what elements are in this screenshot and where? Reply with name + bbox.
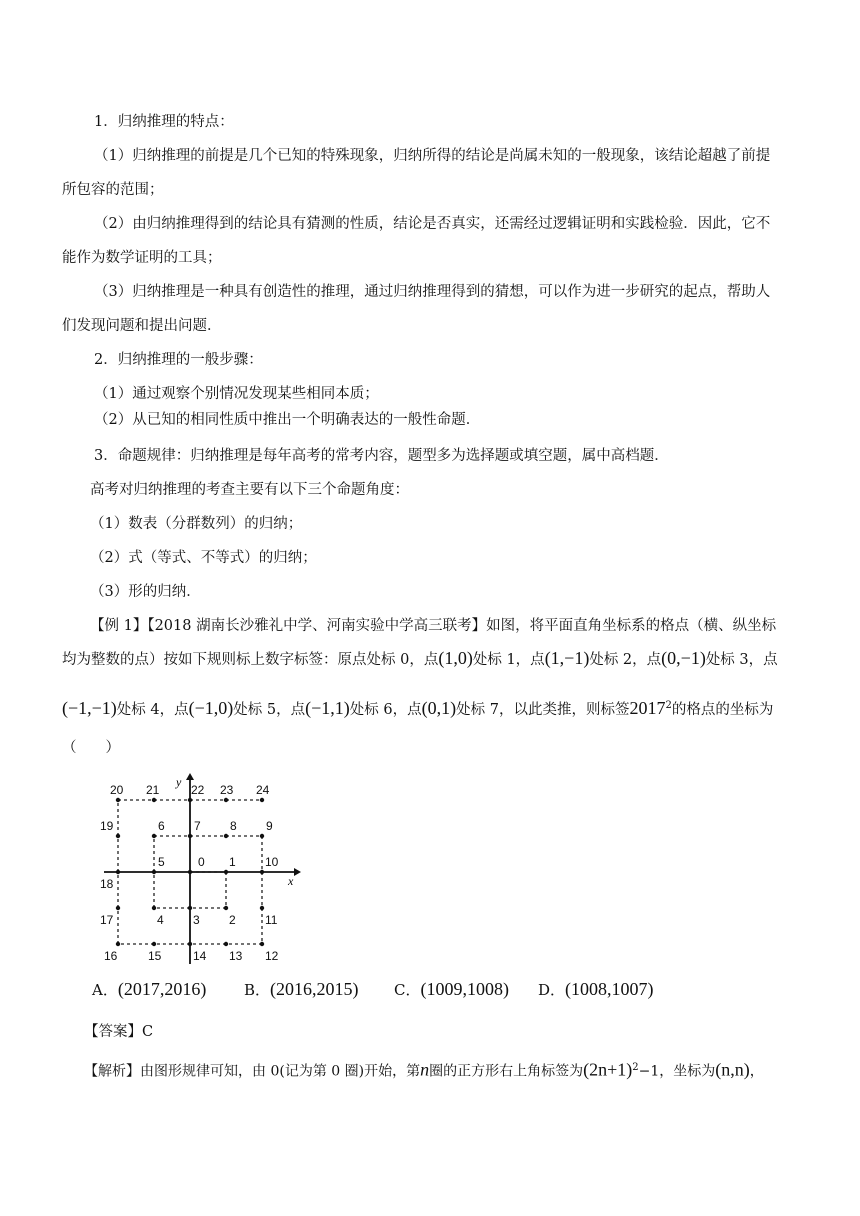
lattice-label: 9 [266, 819, 273, 833]
lattice-label: 21 [146, 783, 160, 797]
lattice-point [260, 834, 264, 838]
lattice-point [188, 906, 192, 910]
lattice-point [224, 870, 228, 874]
lattice-point [260, 870, 264, 874]
example-1-line-1: 【例 1】【2018 湖南长沙雅礼中学、河南实验中学高三联考】如图，将平面直角坐标系的格点（横、纵坐标 [90, 618, 777, 634]
example-1-answer-blank: （ ） [62, 740, 120, 756]
lattice-point [260, 906, 264, 910]
feature-3-line-1: （3）归纳推理是一种具有创造性的推理，通过归纳推理得到的猜想，可以作为进一步研究的起点，帮助人 [94, 284, 771, 300]
choice-list [92, 976, 812, 1004]
lattice-label: 24 [256, 783, 270, 797]
lattice-label: 0 [198, 855, 205, 869]
lattice-point [188, 798, 192, 802]
lattice-point [260, 798, 264, 802]
lattice-point [188, 942, 192, 946]
example-1-line-2: 均为整数的点）按如下规则标上数字标签：原点处标 0，点(1,0)处标 1，点(1,−1)处标 2，点(0,−1)处标 3，点 [62, 648, 778, 668]
choice-a[interactable]: A．(2017,2016) [92, 979, 207, 999]
lattice-point [188, 834, 192, 838]
lattice-label: 16 [104, 949, 118, 963]
heading-general-steps: 2．归纳推理的一般步骤： [94, 352, 263, 368]
lattice-label: 1 [229, 855, 236, 869]
lattice-label: 7 [194, 819, 201, 833]
step-2: （2）从已知的相同性质中推出一个明确表达的一般性命题． [94, 412, 481, 428]
lattice-point [116, 942, 120, 946]
lattice-point [152, 834, 156, 838]
lattice-label: 5 [158, 855, 165, 869]
feature-2-line-1: （2）由归纳推理得到的结论具有猜测的性质，结论是否真实，还需经过逻辑证明和实践检验．因此，它不 [94, 216, 771, 232]
lattice-point [152, 942, 156, 946]
lattice-label: 13 [229, 949, 243, 963]
lattice-label: 19 [100, 819, 114, 833]
lattice-point [224, 798, 228, 802]
lattice-label: 10 [265, 855, 279, 869]
lattice-label: 23 [220, 783, 234, 797]
heading-exam-pattern: 3．命题规律：归纳推理是每年高考的常考内容，题型多为选择题或填空题，属中高档题． [94, 448, 669, 464]
exam-angle-3: （3）形的归纳． [90, 584, 201, 600]
lattice-point [116, 906, 120, 910]
feature-3-line-2: 们发现问题和提出问题． [62, 318, 222, 334]
lattice-point [116, 798, 120, 802]
lattice-point [224, 906, 228, 910]
lattice-label: 12 [265, 949, 279, 963]
lattice-label: 17 [100, 913, 114, 927]
step-1: （1）通过观察个别情况发现某些相同本质； [94, 386, 379, 402]
lattice-point [188, 870, 192, 874]
x-axis-arrow [294, 868, 301, 876]
lattice-label: 18 [100, 877, 114, 891]
lattice-label: 3 [193, 913, 200, 927]
lattice-label: 11 [265, 913, 278, 927]
exam-angle-2: （2）式（等式、不等式）的归纳； [90, 550, 317, 566]
feature-1-line-2: 所包容的范围； [62, 182, 164, 198]
lattice-point [152, 906, 156, 910]
lattice-label: 20 [110, 783, 124, 797]
exam-angles-intro: 高考对归纳推理的考查主要有以下三个命题角度： [90, 482, 409, 498]
lattice-label: 4 [157, 913, 164, 927]
choice-c[interactable]: C．(1009,1008) [394, 979, 509, 999]
lattice-label: 6 [158, 819, 165, 833]
y-axis-label: y [176, 775, 182, 789]
lattice-label: 2 [229, 913, 236, 927]
exam-angle-1: （1）数表（分群数列）的归纳； [90, 516, 303, 532]
lattice-point [224, 942, 228, 946]
lattice-point [260, 942, 264, 946]
lattice-label: 15 [148, 949, 162, 963]
lattice-point [116, 870, 120, 874]
feature-2-line-2: 能作为数学证明的工具； [62, 250, 222, 266]
lattice-label: 22 [191, 783, 205, 797]
choice-b[interactable]: B．(2016,2015) [244, 979, 359, 999]
choice-d[interactable]: D．(1008,1007) [538, 979, 654, 999]
analysis-line: 【解析】由图形规律可知，由 0(记为第 0 圈)开始，第n圈的正方形右上角标签为$(2n+1)^2-1$，坐标为(n,n)， [84, 1059, 764, 1080]
lattice-point [116, 834, 120, 838]
lattice-point [152, 870, 156, 874]
lattice-label: 8 [230, 819, 237, 833]
feature-1-line-1: （1）归纳推理的前提是几个已知的特殊现象，归纳所得的结论是尚属未知的一般现象，该结论超越了前提 [94, 148, 771, 164]
x-axis-label: x [288, 874, 294, 888]
example-1-line-3: (−1,−1)处标 4，点(−1,0)处标 5，点(−1,1)处标 6，点(0,1)处标 7，以此类推，则标签2017$^2$的格点的坐标为 [62, 697, 774, 718]
lattice-label: 14 [193, 949, 207, 963]
lattice-spiral-figure [98, 772, 308, 968]
answer-line: 【答案】C [84, 1024, 154, 1040]
lattice-point [152, 798, 156, 802]
lattice-point [224, 834, 228, 838]
heading-inductive-features: 1．归纳推理的特点： [94, 114, 234, 130]
y-axis-arrow [186, 773, 194, 780]
